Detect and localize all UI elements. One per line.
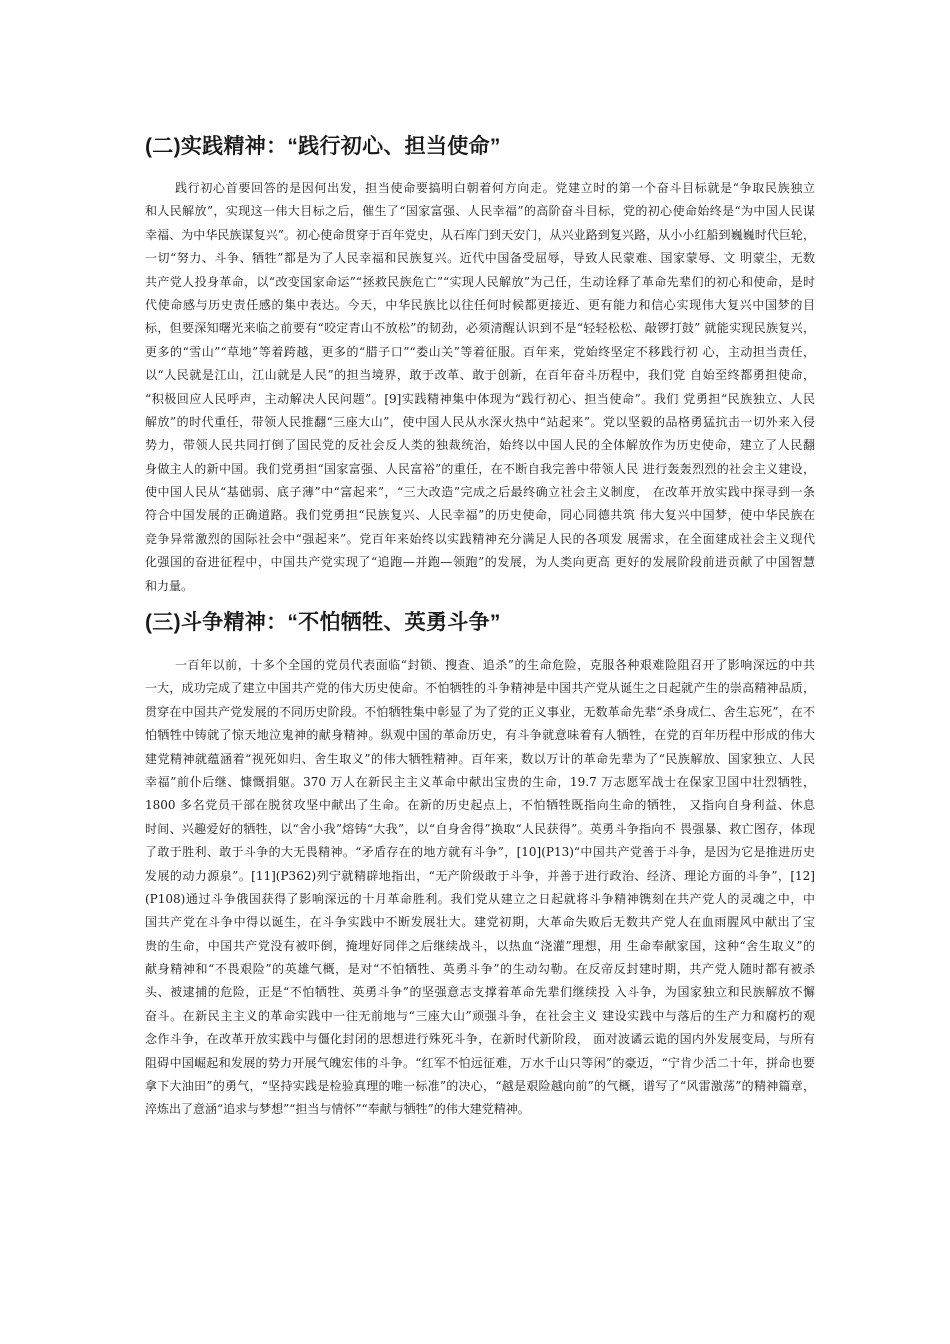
text-line: 阻碍中国崛起和发展的势力开展气魄宏伟的斗争。“红军不怕远征难，万水千山只等闲”的豪迈，“宁肯少活二十年，拼命也要 — [145, 1055, 815, 1070]
text-line: 解放”的时代重任，带领人民推翻“三座大山”，使中国人民从水深火热中“站起来”。党以坚毅的品格勇猛抗击一切外来入侵 — [145, 414, 815, 429]
text-line: 国共产党在斗争中得以诞生，在斗争实践中不断发展壮大。建党初期，大革命失败后无数共产党人在血雨腥风中献出了宝 — [145, 915, 815, 930]
text-line: 和人民解放”，实现这一伟大目标之后，催生了“国家富强、人民幸福”的高阶奋斗目标，党的初心使命始终是“为中国人民谋 — [145, 204, 815, 219]
text-line: 念作斗争，在改革开放实践中与僵化封闭的思想进行殊死斗争，在新时代新阶段， 面对波谲云诡的国内外发展变局，与所有 — [145, 1032, 815, 1047]
text-line: 标，但要深知曙光来临之前要有“咬定青山不放松”的韧劲，必须清醒认识到不是“轻轻松松、敲锣打鼓” 就能实现民族复兴， — [145, 321, 815, 336]
text-line: 以“人民就是江山，江山就是人民”的担当境界，敢于改革、敢于创新，在百年奋斗历程中，我们党 自始至终都勇担使命， — [145, 368, 815, 383]
text-line: 发展的动力源泉”。[11](P362)列宁就精辟地指出，“无产阶级敢于斗争，并善于进行政治、经济、理论方面的斗争”，[12] — [145, 868, 815, 883]
text-line: 践行初心首要回答的是因何出发，担当使命要搞明白朝着何方向走。党建立时的第一个奋斗目标就是“争取民族独立 — [175, 181, 815, 195]
text-line: 献身精神和“不畏艰险”的英雄气概，是对“不怕牺牲、英勇斗争”的生动勾勒。在反帝反封建时期，共产党人随时都有被杀 — [145, 962, 815, 977]
text-line: 符合中国发展的正确道路。我们党勇担“民族复兴、人民幸福”的历史使命，同心同德共筑 伟大复兴中国梦，使中华民族在 — [145, 508, 815, 523]
text-line: 幸福、为中华民族谋复兴”。初心使命贯穿于百年党史，从石库门到天安门，从兴业路到复兴路，从小小红船到巍巍时代巨轮， — [145, 227, 815, 242]
text-line: 更多的“雪山”“草地”等着跨越，更多的“腊子口”“娄山关”等着征服。百年来，党始终坚定不移践行初 心，主动担当责任， — [145, 344, 815, 359]
text-line: 一百年以前，十多个全国的党员代表面临“封锁、搜查、追杀”的生命危险，克服各种艰难险阻召开了影响深远的中共 — [175, 658, 815, 672]
text-line: 代使命感与历史责任感的集中表达。今天，中华民族比以往任何时候都更接近、更有能力和信心实现伟大复兴中国梦的目 — [145, 297, 815, 312]
section-heading: (二)实践精神：“践行初心、担当使命” — [145, 135, 501, 158]
section-practice-spirit — [145, 133, 815, 598]
text-line: 拿下大油田”的勇气，“坚持实践是检验真理的唯一标准”的决心，“越是艰险越向前”的气概，谱写了“风雷激荡”的精神篇章， — [145, 1079, 815, 1094]
text-line: 一切“努力、斗争、牺牲”都是为了人民幸福和民族复兴。近代中国备受屈辱，导致人民蒙难、国家蒙辱、文 明蒙尘，无数 — [145, 251, 815, 266]
text-line: “积极回应人民呼声，主动解决人民问题”。[9]实践精神集中体现为“践行初心、担当使命”。我们 党勇担“民族独立、人民 — [145, 391, 815, 406]
text-line: 时间、兴趣爱好的牺牲，以“舍小我”熔铸“大我”，以“自身舍得”换取“人民获得”。英勇斗争指向不 畏强暴、救亡图存，体现 — [145, 821, 815, 836]
text-line: 使中国人民从“基础弱、底子薄”中“富起来”，“三大改造”完成之后最终确立社会主义制度， 在改革开放实践中探寻到一条 — [145, 485, 815, 500]
text-line: 身做主人的新中国。我们党勇担“国家富强、人民富裕”的重任，在不断自我完善中带领人民 进行轰轰烈烈的社会主义建设， — [145, 461, 815, 476]
section-paragraph — [145, 654, 815, 1122]
text-line: 奋斗。在新民主主义的革命实践中一往无前地与“三座大山”顽强斗争，在社会主义 建设实践中与落后的生产力和腐朽的观 — [145, 1008, 815, 1023]
text-line: 贵的生命，中国共产党没有被吓倒，掩埋好同伴之后继续战斗，以热血“浇灌”理想，用 生命奉献家国，这种“舍生取义”的 — [145, 938, 815, 953]
text-line: 化强国的奋进征程中，中国共产党实现了“追跑—并跑—领跑”的发展，为人类向更高 更好的发展阶段前进贡献了中国智慧 — [145, 555, 815, 570]
text-line: 势力，带领人民共同打倒了国民党的反社会反人类的独裁统治，始终以中国人民的全体解放作为历史使命，建立了人民翻 — [145, 438, 815, 453]
text-line: (P108)通过斗争俄国获得了影响深远的十月革命胜利。我们党从建立之日起就将斗争精神镌刻在共产党人的灵魂之中，中 — [145, 891, 815, 906]
text-line: 竞争异常激烈的国际社会中“强起来”。党百年来始终以实践精神充分满足人民的各项发 展需求，在全面建成社会主义现代 — [145, 531, 815, 546]
text-line: 怕牺牲中铸就了惊天地泣鬼神的献身精神。纵观中国的革命历史，有斗争就意味着有人牺牲，在党的百年历程中形成的伟大 — [145, 728, 815, 743]
text-line: 淬炼出了意涵“追求与梦想”“担当与情怀”“奉献与牺牲”的伟大建党精神。 — [145, 1102, 530, 1117]
text-line: 贯穿在中国共产党发展的不同历史阶段。不怕牺牲集中彰显了为了党的正义事业，无数革命先辈“杀身成仁、舍生忘死”，在不 — [145, 704, 815, 719]
text-line: 一大，成功完成了建立中国共产党的伟大历史使命。不怕牺牲的斗争精神是中国共产党从诞生之日起就产生的崇高精神品质， — [145, 681, 815, 696]
section-paragraph — [145, 177, 815, 598]
text-line: 幸福”前仆后继、慷慨捐躯。370 万人在新民主主义革命中献出宝贵的生命，19.7 万志愿军战士在保家卫国中壮烈牺牲， — [145, 774, 815, 789]
text-line: 和力量。 — [145, 578, 194, 593]
section-struggle-spirit — [145, 609, 815, 1122]
text-line: 共产党人投身革命，以“改变国家命运”“拯救民族危亡”“实现人民解放”为己任，生动诠释了革命先辈们的初心和使命，是时 — [145, 274, 815, 289]
text-line: 1800 多名党员干部在脱贫攻坚中献出了生命。在新的历史起点上，不怕牺牲既指向生命的牺牲， 又指向自身利益、休息 — [145, 798, 815, 813]
text-line: 了敢于胜利、敢于斗争的大无畏精神。“矛盾存在的地方就有斗争”，[10](P13)“中国共产党善于斗争，是因为它是推进历史 — [145, 845, 815, 860]
section-heading: (三)斗争精神：“不怕牺牲、英勇斗争” — [145, 611, 501, 634]
text-line: 建党精神就蕴涵着“视死如归、舍生取义”的伟大牺牲精神。百年来，数以万计的革命先辈为了“民族解放、国家独立、人民 — [145, 751, 815, 766]
text-line: 头、被逮捕的危险，正是“不怕牺牲、英勇斗争”的坚强意志支撑着革命先辈们继续投 入斗争，为国家独立和民族解放不懈 — [145, 985, 815, 1000]
